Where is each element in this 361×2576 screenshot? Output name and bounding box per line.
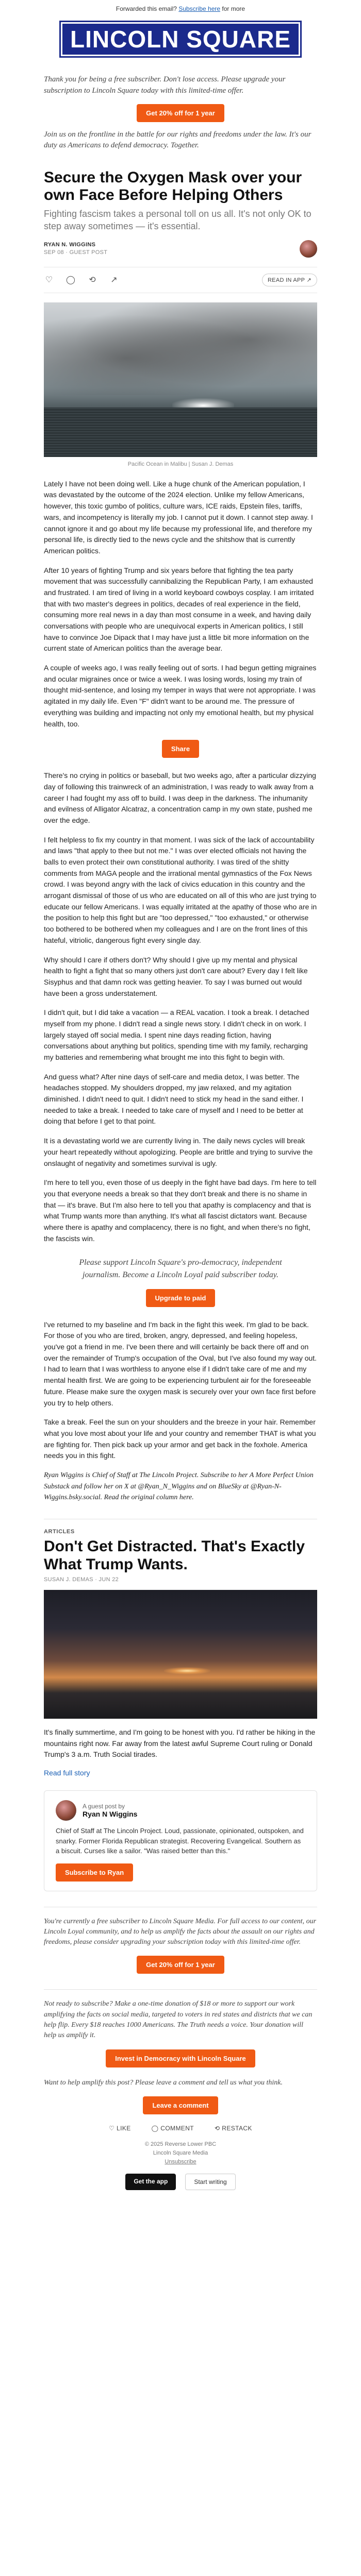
post-date: SEP 08 · GUEST POST	[44, 249, 108, 256]
image-caption: Pacific Ocean in Malibu | Susan J. Demas	[127, 461, 234, 467]
author-avatar[interactable]	[300, 240, 317, 258]
recommended-body: It's finally summertime, and I'm going to be honest with you. I'd rather be hiking in the mountains right now. Far away from the latest awful Supreme Court ruling or Donald Trump's 3 a.m. Truth Social tirades.	[44, 1728, 316, 1759]
restack-icon[interactable]: ⟲	[89, 276, 96, 285]
guest-card	[44, 1790, 317, 1891]
start-writing-button[interactable]: Start writing	[185, 2174, 235, 2190]
subscribe-to-ryan-button[interactable]: Subscribe to Ryan	[56, 1863, 133, 1882]
article-paragraph: I've returned to my baseline and I'm back in the fight this week. I'm glad to be back. For those of you who are tired, broken, angry, depressed, and feeling hopeless, you've got a friend in me. I've been there and will certainly be back there off and on over the remainder of Trump's occupation of the Oval, but I've also found my way out. I had to learn that I was worthless to anyone else if I didn't take care of me and my mental health first. We are going to be experiencing turbulent air for the foreseeable future. Please make sure the oxygen mask is securely over your own face first before you try to help others.	[44, 1320, 317, 1407]
read-full-story-link[interactable]: Read full story	[44, 1769, 90, 1777]
restack-icon: ⟲	[215, 2124, 222, 2132]
comment-icon[interactable]: ◯	[66, 276, 75, 285]
footer-info	[44, 2140, 317, 2166]
author-bio-line: Ryan Wiggins is Chief of Staff at The Lincoln Project. Subscribe to her A More Perfect Union Substack and follow her on X at @Ryan_N_Wiggins and on BlueSky at @Ryan-N-Wiggins.bsky.social. Read the original column here.	[44, 1471, 314, 1502]
unsubscribe-link[interactable]: Unsubscribe	[165, 2159, 196, 2165]
forward-text: Forwarded this email?	[116, 5, 177, 12]
guest-name[interactable]: Ryan N Wiggins	[83, 1810, 138, 1819]
heart-icon: ♡	[109, 2124, 117, 2132]
guest-bio: Chief of Staff at The Lincoln Project. Loud, passionate, opinionated, outspoken, and snarky. Former Florida Republican strategist. Recovering Evangelical. Southern as a biscuit. Curses like a sailor. "Was raised better than this."	[56, 1827, 304, 1855]
footer-like[interactable]: ♡ LIKE	[109, 2124, 131, 2132]
share-icon[interactable]: ↗	[110, 276, 118, 285]
copyright: © 2025 Reverse Lower PBC	[144, 2141, 217, 2147]
footer-actions	[44, 2125, 317, 2132]
subscribe-link[interactable]: Subscribe here	[178, 5, 221, 12]
guest-label: A guest post by	[83, 1803, 125, 1810]
read-in-app-button[interactable]: READ IN APP ↗	[262, 274, 317, 286]
cloud-shape	[44, 302, 317, 395]
app-row	[44, 2174, 317, 2190]
footer-offer-button[interactable]: Get 20% off for 1 year	[137, 1956, 224, 1974]
upgrade-button[interactable]: Upgrade to paid	[146, 1289, 216, 1307]
intro-text-2: Join us on the frontline in the battle for our rights and freedoms under the law. It's our duty as Americans to defend democracy. Together.	[44, 130, 311, 150]
article-paragraph: A couple of weeks ago, I was really feeling out of sorts. I had begun getting migraines and ocular migraines once or twice a week. I was losing words, losing my train of thought mid-sentence, and losing my temper in ways that were not appropriate. I was agitated in my daily life. Even "F" didn't want to be around me. The pressure of everything was building and impacting not only my emotional health, but my physical health, too.	[44, 664, 317, 728]
comment-prompt: Want to help amplify this post? Please leave a comment and tell us what you think.	[44, 2078, 283, 2087]
lincoln-square-logo[interactable]: LINCOLN SQUARE	[59, 21, 302, 58]
article-paragraph: I felt helpless to fix my country in that moment. I was sick of the lack of accountability and laws "that apply to thee but not me." I was over elected officials not having the balls to even protect their own constitutional authority. I was tired of the shitty comments from MAGA people and the irrational mental gymnastics of the Fox News crowd. I was beyond angry with the lack of civics education in this country and the arrogant dismissal of those of us who are educated on all of this who are just trying to educate our fellow Americans. I was equally irritated at the apathy of those who are in the position to help this fight but are "too depressed," "too exhausted," or otherwise too bothered to be bothered when my colleagues and I are on the front lines of this hateful, vitriolic, dangerous fight every single day.	[44, 835, 317, 944]
recommended-label: ARTICLES	[44, 1529, 75, 1535]
donate-button[interactable]: Invest in Democracy with Lincoln Square	[106, 2049, 255, 2067]
sea-shape	[44, 408, 317, 457]
sun-glow	[164, 1667, 210, 1674]
forward-suffix: for more	[222, 5, 245, 12]
free-subscriber-text: You're currently a free subscriber to Lincoln Square Media. For full access to our content, our Lincoln Loyal community, and to help us amplify the facts about the assault on our rights and freedoms, please consider upgrading your subscription today with this limited-time offer.	[44, 1917, 317, 1946]
recommended-meta: SUSAN J. DEMAS · JUN 22	[44, 1577, 119, 1583]
address: Lincoln Square Media	[153, 2150, 208, 2157]
donate-text: Not ready to subscribe? Make a one-time donation of $18 or more to support our work amplifying the facts on social media, targeted to voters in red states and districts that we can help flip. Every $18 reaches 1000 Americans. The Truth needs a voice. Your donation will help us amplify it.	[44, 2000, 313, 2040]
article-paragraph: It is a devastating world we are currently living in. The daily news cycles will break your heart repeatedly without apologizing. People are brittle and trying to survive the onslaught of negativity and sometimes survival is ugly.	[44, 1137, 313, 1167]
action-row	[44, 267, 317, 293]
article-title[interactable]: Secure the Oxygen Mask over your own Face Before Helping Others	[44, 169, 302, 204]
intro-text: Thank you for being a free subscriber. Don't lose access. Please upgrade your subscription to Lincoln Square today with this limited-time offer.	[44, 75, 286, 95]
article-paragraph: I'm here to tell you, even those of us deeply in the fight have bad days. I'm here to tell you that everyone needs a break so that they don't break and there is no shame in that — it's brave. But I'm also here to tell you that apathy is complacency and that is what Trump wants more than anything. It's what all fascist dictators want. Because where there is apathy and complacency, there is no fight, and when there's no fight, the fascists win.	[44, 1178, 317, 1243]
comment-icon: ◯	[151, 2124, 161, 2132]
author-name[interactable]: RYAN N. WIGGINS	[44, 242, 96, 248]
leave-comment-button[interactable]: Leave a comment	[143, 2096, 218, 2114]
footer-comment[interactable]: ◯ COMMENT	[151, 2124, 194, 2132]
article-paragraph: I didn't quit, but I did take a vacation — a REAL vacation. I took a break. I detached myself from my phone. I didn't read a single news story. I didn't check in on work. I largely stayed off social media. I spent nine days reading fiction, having conversations about anything but politics, spending time with my family, recharging my batteries and remembering what brought me into this fight to begin with.	[44, 1008, 309, 1062]
hero-image-ocean	[44, 302, 317, 457]
article-paragraph: And guess what? After nine days of self-care and media detox, I was better. The headaches stopped. My shoulders dropped, my jaw relaxed, and my agitation diminished. I didn't need to quit. I didn't need to stick my head in the sand either. I needed to take a break. I needed to take care of myself and I need to be better at doing that before I get to that point.	[44, 1072, 304, 1126]
article-paragraph: After 10 years of fighting Trump and six years before that fighting the tea party movement that was successfully cannibalizing the Republican Party, I am exhausted and frustrated. I am tired of living in a world keyboard cowboys cosplay. I am irritated that with two master's degrees in politics, decades of real experience in the field, consuming more real news in a day than most consume in a week, and having daily conversations with people who are unequivocal experts in American politics, I still have to convince Joe Dipack that I may have just a little bit more information on the current state of American politics than the average bear.	[44, 566, 314, 653]
logo-header	[0, 15, 361, 67]
footer-restack[interactable]: ⟲ RESTACK	[215, 2124, 252, 2132]
get-app-button[interactable]: Get the app	[125, 2174, 176, 2190]
article-paragraph: Lately I have not been doing well. Like a huge chunk of the American population, I was devastated by the outcome of the 2024 election. Unlike my fellow Americans, however, this toxic gumbo of politics, culture wars, ICE raids, Epstein files, tariffs, wars, and incompetency is literally my job. I cannot put it down. I cannot step away. I cannot ignore it and go about my life because my professional life, and therefore my personal life, is directly tied to the news cycle and the shitshow that is currently American politics.	[44, 479, 313, 555]
article-subtitle: Fighting fascism takes a personal toll on us all. It's not only OK to step away sometimes — it's essential.	[44, 209, 311, 232]
offer-button[interactable]: Get 20% off for 1 year	[137, 104, 224, 122]
forward-bar	[0, 0, 361, 15]
support-box: Please support Lincoln Square's pro-democracy, independent journalism. Become a Lincoln Loyal paid subscriber today.	[79, 1258, 282, 1279]
recommended-image-sunset[interactable]	[44, 1590, 317, 1719]
share-button[interactable]: Share	[162, 740, 199, 758]
author-row	[44, 240, 317, 258]
guest-avatar[interactable]	[56, 1800, 76, 1821]
article-paragraph: Take a break. Feel the sun on your shoulders and the breeze in your hair. Remember what you love most about your life and your country and remember THAT is what you are fighting for. Then pick back up your armor and get back in the foxhole. America needs you in this fight.	[44, 1418, 316, 1460]
article-paragraph: There's no crying in politics or baseball, but two weeks ago, after a particular dizzying day of following this trainwreck of an administration, I was ready to walk away from a career I had fought my ass off to build. I was deep in the darkness. The inhumanity and evilness of Alligator Alcatraz, a concentration camp in my own state, pushed me over the edge.	[44, 771, 316, 824]
heart-icon[interactable]: ♡	[45, 276, 53, 285]
section-divider	[44, 1989, 317, 1990]
article-paragraph: Why should I care if others don't? Why should I give up my mental and physical health to fight a fight that so many others just don't care about? Every day I felt like Sisyphus and that damn rock was getting heavier. To say I was burned out would have been a gross understatement.	[44, 955, 308, 997]
recommended-title[interactable]: Don't Get Distracted. That's Exactly What Trump Wants.	[44, 1538, 305, 1573]
